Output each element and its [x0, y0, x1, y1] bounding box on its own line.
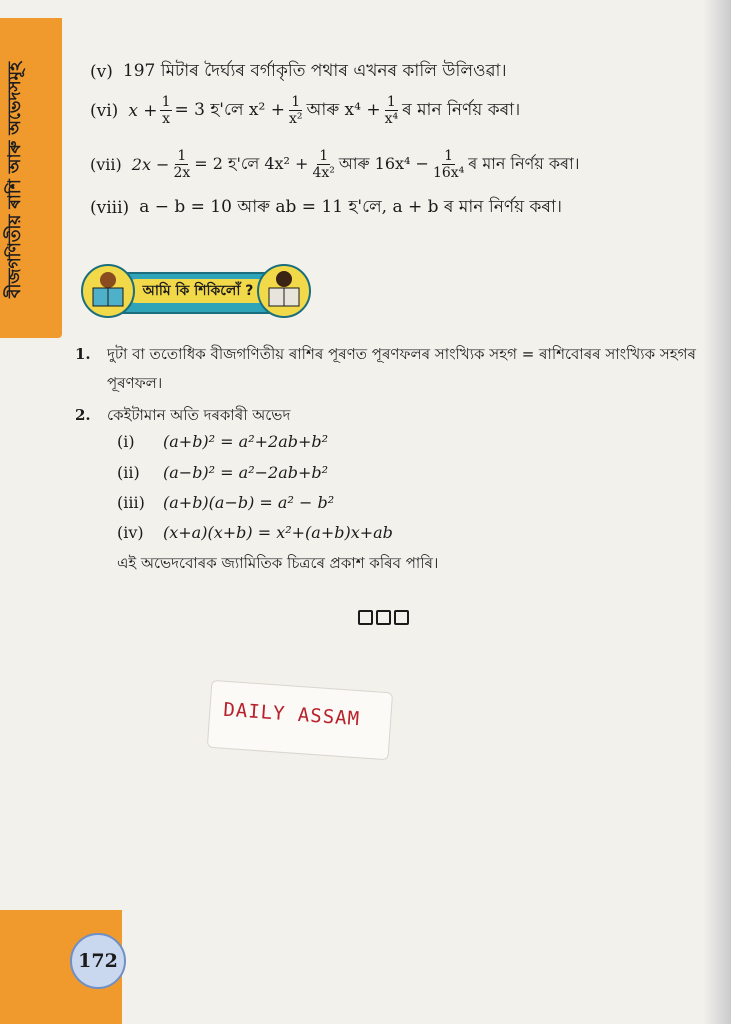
- fraction-denominator: 16x⁴: [432, 165, 465, 181]
- expr-part: আৰু x⁴ +: [306, 99, 381, 120]
- exercise-text: a − b = 10 আৰু ab = 11 হ'লে, a + b ৰ মান নিৰ্ণয় কৰা।: [139, 197, 563, 217]
- end-box-icon: [394, 610, 409, 625]
- banner-title: আমি কি শিকিলোঁ ?: [124, 279, 272, 303]
- fraction-numerator: 1: [291, 94, 301, 110]
- reading-child-right-icon: [256, 262, 312, 320]
- page-edge-shadow: [703, 0, 731, 1024]
- fraction: [383, 94, 401, 127]
- expr-part: = 3 হ'লে x² +: [174, 99, 285, 120]
- stamp-text: DAILY ASSAM: [222, 698, 361, 731]
- identity-label: (iii): [117, 493, 145, 512]
- fraction-numerator: 1: [444, 148, 454, 164]
- expr-part: = 2 হ'লে 4x² +: [194, 154, 309, 173]
- fraction-numerator: 1: [177, 148, 187, 164]
- identity-row: [117, 523, 393, 542]
- exercise-vi: [90, 94, 520, 127]
- end-box-icon: [376, 610, 391, 625]
- fraction-numerator: 1: [386, 94, 396, 110]
- identity-row: [117, 432, 328, 451]
- learned-item-2: [75, 404, 290, 429]
- exercise-vii: [90, 148, 579, 181]
- fraction-numerator: 1: [319, 148, 329, 164]
- exercise-v: [90, 58, 507, 86]
- identity-label: (ii): [117, 463, 140, 482]
- item-number: 1.: [75, 345, 91, 363]
- item-text: দুটা বা ততোধিক বীজগণিতীয় ৰাশিৰ পূৰণত পূৰণফলৰ সাংখ্যিক সহগ = ৰাশিবোৰৰ সাংখ্যিক সহগৰ: [107, 345, 696, 363]
- fraction-denominator: 2x: [173, 165, 191, 181]
- identity-label: (iv): [117, 523, 144, 542]
- fraction-denominator: x⁴: [384, 111, 399, 127]
- watermark-stamp: [207, 680, 391, 758]
- identity-row: [117, 463, 328, 482]
- reading-child-left-icon: [80, 262, 136, 320]
- identity-label: (i): [117, 432, 135, 451]
- learned-item-1: [75, 343, 696, 368]
- learned-item-1-continued: [107, 372, 162, 397]
- identity-text: (a+b)² = a²+2ab+b²: [163, 432, 329, 451]
- expr-part: x +: [128, 100, 158, 121]
- fraction: [171, 148, 192, 181]
- closing-note: এই অভেদবোৰক জ্যামিতিক চিত্ৰৰে প্ৰকাশ কৰিব পাৰি।: [117, 554, 439, 572]
- identity-text: (x+a)(x+b) = x²+(a+b)x+ab: [163, 523, 393, 542]
- fraction: [310, 148, 336, 181]
- fraction-denominator: 4x²: [312, 165, 335, 181]
- exercise-text: 197 মিটাৰ দৈৰ্ঘ্যৰ বৰ্গাকৃতি পথাৰ এখনৰ কালি উলিওৱা।: [122, 61, 507, 81]
- exercise-label: (viii): [90, 198, 130, 218]
- item-text: পূৰণফল।: [107, 374, 163, 392]
- expr-part: আৰু 16x⁴ −: [338, 154, 429, 173]
- fraction-denominator: x: [162, 111, 170, 127]
- fraction-denominator: x²: [288, 111, 303, 127]
- fraction-numerator: 1: [161, 94, 171, 110]
- exercise-viii: [90, 194, 562, 222]
- item-text: কেইটামান অতি দৰকাৰী অভেদ: [107, 406, 291, 424]
- end-box-icon: [358, 610, 373, 625]
- exercise-label: (v): [90, 62, 113, 82]
- expr-part: ৰ মান নিৰ্ণয় কৰা।: [468, 154, 580, 173]
- learned-banner: [80, 262, 310, 322]
- section-end-marker: [358, 610, 409, 625]
- expr-part: ৰ মান নিৰ্ণয় কৰা।: [402, 99, 521, 120]
- page-number: 172: [70, 933, 126, 989]
- expr-part: 2x −: [131, 155, 170, 174]
- identity-text: (a−b)² = a²−2ab+b²: [163, 463, 329, 482]
- exercise-label: (vii): [90, 155, 122, 174]
- fraction: [160, 94, 173, 127]
- exercise-label: (vi): [90, 100, 119, 121]
- fraction: [431, 148, 466, 181]
- identity-text: (a+b)(a−b) = a² − b²: [163, 493, 335, 512]
- identity-row: [117, 493, 334, 512]
- item-number: 2.: [75, 406, 91, 424]
- chapter-title: বীজগণিতীয় ৰাশি আৰু অভেদসমূহ: [5, 62, 25, 299]
- fraction: [287, 94, 305, 127]
